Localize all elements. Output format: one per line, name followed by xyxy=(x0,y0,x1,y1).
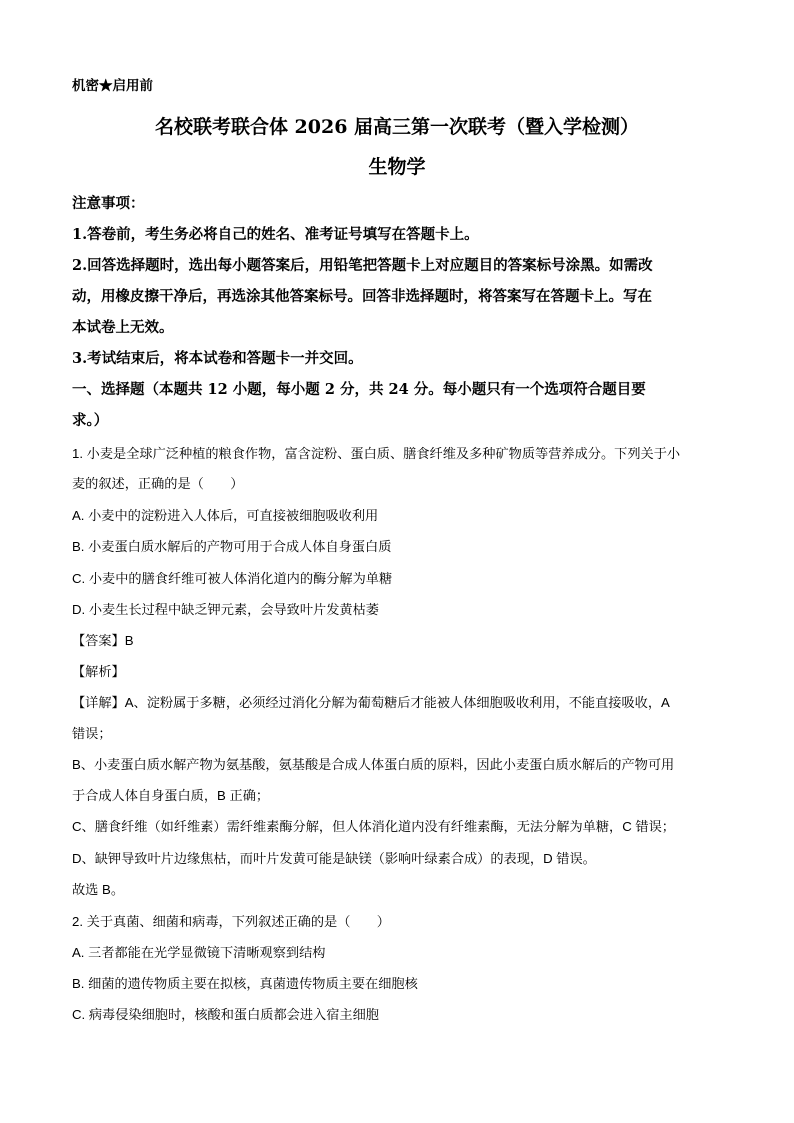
notice-line: 3.考试结束后，将本试卷和答题卡一并交回。 xyxy=(72,350,363,367)
q1-detail-line: 错误； xyxy=(72,726,112,741)
subject-title: 生物学 xyxy=(368,156,426,178)
notice-line: 动，用橡皮擦干净后，再选涂其他答案标号。回答非选择题时，将答案写在答题卡上。写在 xyxy=(72,288,652,305)
q1-option-d: D. 小麦生长过程中缺乏钾元素，会导致叶片发黄枯萎 xyxy=(72,602,379,617)
q1-stem: 1. 小麦是全球广泛种植的粮食作物，富含淀粉、蛋白质、膳食纤维及多种矿物质等营养成分。下列关于小 xyxy=(72,446,681,461)
q1-detail-line: B、小麦蛋白质水解产物为氨基酸，氨基酸是合成人体蛋白质的原料，因此小麦蛋白质水解后的产物可用 xyxy=(72,757,675,772)
confidential-mark: 机密★启用前 xyxy=(72,78,153,94)
notice-line: 1.答卷前，考生务必将自己的姓名、准考证号填写在答题卡上。 xyxy=(72,226,479,243)
q2-option-c: C. 病毒侵染细胞时，核酸和蛋白质都会进入宿主细胞 xyxy=(72,1007,379,1022)
q1-detail-line: 于合成人体自身蛋白质，B 正确； xyxy=(72,788,270,803)
q1-stem-cont: 麦的叙述，正确的是（ ） xyxy=(72,476,244,491)
section-heading-cont: 求。） xyxy=(72,412,109,429)
q1-option-a: A. 小麦中的淀粉进入人体后，可直接被细胞吸收利用 xyxy=(72,508,379,523)
q1-answer: 【答案】B xyxy=(72,633,134,648)
exam-title: 名校联考联合体 2026 届高三第一次联考（暨入学检测） xyxy=(154,116,640,138)
section-heading: 一、选择题（本题共 12 小题，每小题 2 分，共 24 分。每小题只有一个选项符合题目要 xyxy=(72,381,646,398)
notice-line: 本试卷上无效。 xyxy=(72,319,174,336)
q1-detail-line: 【详解】A、淀粉属于多糖，必须经过消化分解为葡萄糖后才能被人体细胞吸收利用，不能直接吸收，A xyxy=(72,695,670,710)
q1-option-b: B. 小麦蛋白质水解后的产物可用于合成人体自身蛋白质 xyxy=(72,539,392,554)
notice-heading: 注意事项： xyxy=(72,195,145,212)
q2-stem: 2. 关于真菌、细菌和病毒，下列叙述正确的是（ ） xyxy=(72,914,390,929)
q1-analysis-heading: 【解析】 xyxy=(72,664,125,679)
q2-option-a: A. 三者都能在光学显微镜下清晰观察到结构 xyxy=(72,945,326,960)
q2-option-b: B. 细菌的遗传物质主要在拟核，真菌遗传物质主要在细胞核 xyxy=(72,976,418,991)
notice-line: 2.回答选择题时，选出每小题答案后，用铅笔把答题卡上对应题目的答案标号涂黑。如需改 xyxy=(72,257,653,274)
q1-conclusion: 故选 B。 xyxy=(72,882,125,897)
q1-detail-line: D、缺钾导致叶片边缘焦枯，而叶片发黄可能是缺镁（影响叶绿素合成）的表现，D 错误。 xyxy=(72,851,596,866)
q1-detail-line: C、膳食纤维（如纤维素）需纤维素酶分解，但人体消化道内没有纤维素酶，无法分解为单糖，C 错误； xyxy=(72,819,675,834)
q1-option-c: C. 小麦中的膳食纤维可被人体消化道内的酶分解为单糖 xyxy=(72,571,393,586)
